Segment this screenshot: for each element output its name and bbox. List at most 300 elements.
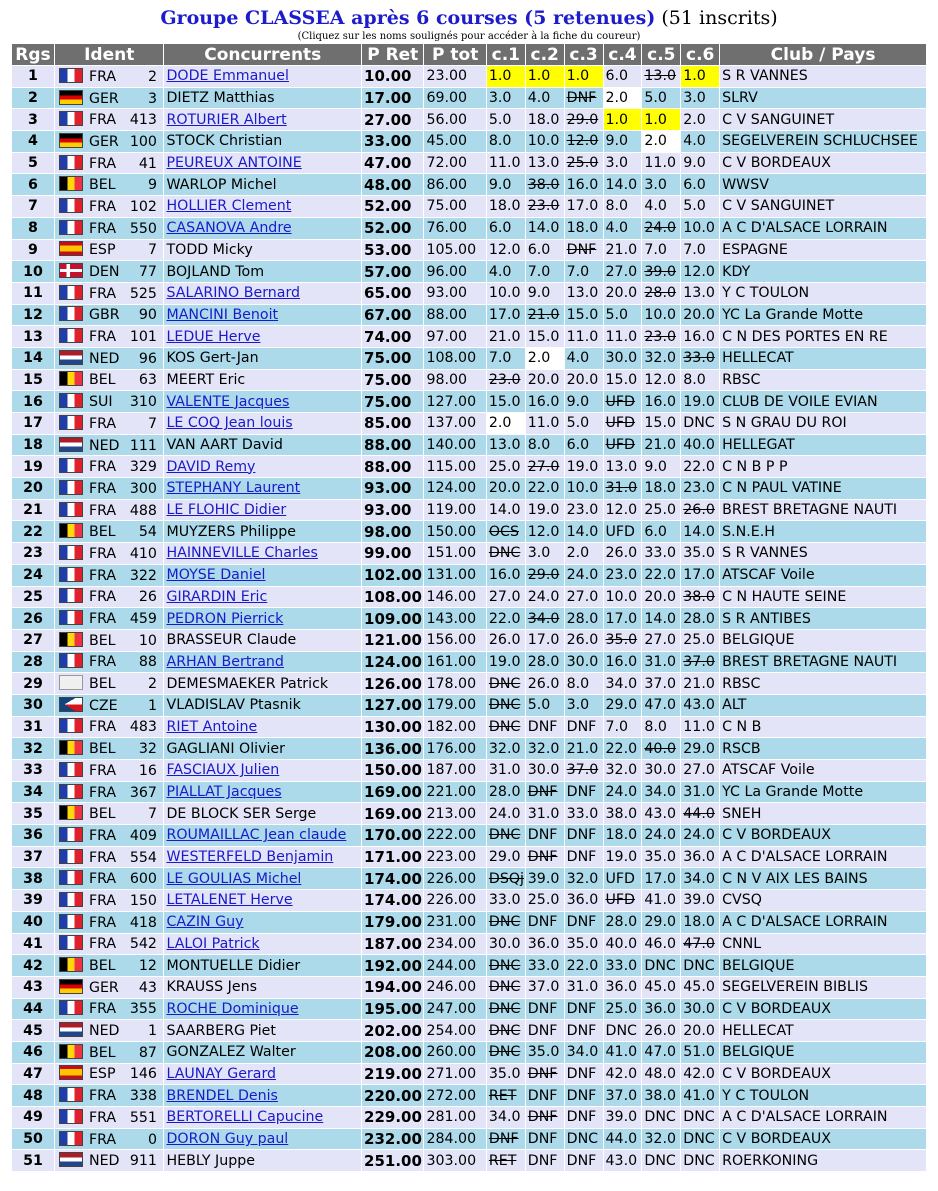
- race-3-score: DNF: [565, 782, 603, 803]
- race-3-score: 25.0: [565, 153, 603, 174]
- flag-icon: [59, 588, 83, 603]
- competitor-link[interactable]: CAZIN Guy: [166, 914, 244, 931]
- points-total: 23.00: [424, 66, 485, 87]
- table-body: [12, 66, 926, 1171]
- race-4-score: 37.0: [604, 1085, 642, 1106]
- competitor-link[interactable]: HOLLIER Clement: [166, 198, 292, 215]
- race-2-score: 2.0: [526, 348, 564, 369]
- competitor-cell: [164, 695, 361, 716]
- race-4-score: 31.0: [604, 478, 642, 499]
- rank-cell: 30: [12, 695, 54, 716]
- race-5-score: 38.0: [642, 1085, 680, 1106]
- club-cell: C N DES PORTES EN RE: [720, 326, 926, 347]
- race-4-score: 8.0: [604, 196, 642, 217]
- rank-cell: 38: [12, 868, 54, 889]
- competitor-cell: [164, 500, 361, 521]
- race-3-score: 17.0: [565, 196, 603, 217]
- table-row: [12, 1107, 926, 1128]
- nation-code: FRA: [88, 480, 117, 497]
- points-retained: 57.00: [362, 261, 423, 282]
- race-1-score: 27.0: [487, 587, 525, 608]
- race-6-score: 38.0: [681, 587, 719, 608]
- sail-number: 102: [129, 198, 157, 215]
- table-row: [12, 825, 926, 846]
- competitor-cell: [164, 435, 361, 456]
- rank-cell: 32: [12, 738, 54, 759]
- competitor-link[interactable]: ARHAN Bertrand: [166, 653, 284, 670]
- competitor-link[interactable]: PEDRON Pierrick: [166, 610, 284, 627]
- ident-cell: [55, 934, 164, 955]
- race-1-score: 34.0: [487, 1107, 525, 1128]
- nation-code: FRA: [88, 1088, 117, 1105]
- ident-cell: [55, 240, 164, 261]
- flag-icon: [59, 675, 83, 690]
- ident-cell: [55, 738, 164, 759]
- race-5-score: 24.0: [642, 218, 680, 239]
- points-total: 56.00: [424, 109, 485, 130]
- race-1-score: 30.0: [487, 934, 525, 955]
- club-cell: YC La Grande Motte: [720, 782, 926, 803]
- competitor-cell: [164, 890, 361, 911]
- sail-number: 338: [129, 1088, 157, 1105]
- sail-number: 32: [138, 741, 157, 758]
- competitor-link[interactable]: LEDUE Herve: [166, 328, 261, 345]
- points-total: 97.00: [424, 326, 485, 347]
- rank-cell: 40: [12, 912, 54, 933]
- race-4-score: 42.0: [604, 1064, 642, 1085]
- points-retained: 102.00: [364, 566, 422, 585]
- club-cell: KDY: [720, 261, 926, 282]
- rank-cell: 35: [12, 803, 54, 824]
- rank-cell: 18: [12, 435, 54, 456]
- col-header-c3: c.3: [565, 44, 603, 65]
- sail-number: 12: [138, 958, 157, 975]
- race-4-score: 25.0: [604, 999, 642, 1020]
- race-5-score: 13.0: [642, 66, 680, 87]
- race-2-score: 28.0: [526, 652, 564, 673]
- race-5-score: 9.0: [642, 456, 680, 477]
- points-retained: 74.00: [362, 326, 423, 347]
- competitor-link[interactable]: LALOI Patrick: [166, 935, 260, 952]
- race-5-score: 12.0: [642, 370, 680, 391]
- rank-cell: 29: [12, 673, 54, 694]
- points-total: 161.00: [424, 652, 485, 673]
- race-6-score: 11.0: [681, 717, 719, 738]
- points-total: 272.00: [424, 1085, 485, 1106]
- flag-icon: [59, 415, 83, 430]
- race-5-score: 47.0: [642, 1042, 680, 1063]
- sail-number: 525: [129, 285, 157, 302]
- sail-number: 150: [129, 892, 157, 909]
- race-5-score: 23.0: [642, 326, 680, 347]
- points-total: 271.00: [424, 1064, 485, 1085]
- flag-icon: [59, 176, 83, 191]
- club-cell: C N PAUL VATINE: [720, 478, 926, 499]
- points-total: 137.00: [424, 413, 485, 434]
- points-total: 244.00: [424, 955, 485, 976]
- table-row: [12, 1085, 926, 1106]
- nation-code: FRA: [88, 719, 117, 736]
- rank-cell: 10: [12, 261, 54, 282]
- club-cell: SNEH: [720, 803, 926, 824]
- nation-code: FRA: [88, 827, 117, 844]
- competitor-link[interactable]: GIRARDIN Eric: [166, 588, 268, 605]
- club-cell: RBSC: [720, 673, 926, 694]
- club-cell: ALT: [720, 695, 926, 716]
- race-5-score: 33.0: [642, 543, 680, 564]
- nation-code: FRA: [88, 871, 117, 888]
- points-retained: 67.00: [362, 305, 423, 326]
- competitor-link[interactable]: ROUMAILLAC Jean claude: [166, 827, 347, 844]
- competitor-link[interactable]: SALARINO Bernard: [166, 285, 301, 302]
- competitor-link[interactable]: BERTORELLI Capucine: [166, 1109, 324, 1126]
- points-total: 182.00: [424, 717, 485, 738]
- race-3-score: 33.0: [565, 803, 603, 824]
- sail-number: 0: [147, 1131, 157, 1148]
- ident-cell: [55, 218, 164, 239]
- competitor-link[interactable]: BRENDEL Denis: [166, 1087, 278, 1104]
- competitor-link[interactable]: HAINNEVILLE Charles: [166, 545, 318, 562]
- flag-icon: [59, 133, 83, 148]
- rank-cell: 31: [12, 717, 54, 738]
- competitor-link[interactable]: PEUREUX ANTOINE: [166, 155, 302, 172]
- race-6-score: 21.0: [681, 673, 719, 694]
- nation-code: FRA: [88, 502, 117, 519]
- table-header-row: [12, 44, 926, 65]
- points-total: 146.00: [424, 587, 485, 608]
- points-total: 96.00: [424, 261, 485, 282]
- flag-icon: [59, 892, 83, 907]
- race-6-score: 30.0: [681, 999, 719, 1020]
- race-4-score: UFD: [604, 391, 642, 412]
- club-cell: A C D'ALSACE LORRAIN: [720, 218, 926, 239]
- race-1-score: DNC: [487, 912, 525, 933]
- nation-code: FRA: [88, 784, 117, 801]
- race-6-score: 27.0: [681, 760, 719, 781]
- race-2-score: 39.0: [526, 868, 564, 889]
- race-2-score: 5.0: [526, 695, 564, 716]
- points-retained: 229.00: [364, 1108, 422, 1127]
- flag-icon: [59, 371, 83, 386]
- race-3-score: DNF: [565, 912, 603, 933]
- competitor-link[interactable]: DORON Guy paul: [166, 1131, 289, 1148]
- table-row: [12, 348, 926, 369]
- ident-cell: [55, 868, 164, 889]
- table-row: [12, 391, 926, 412]
- ident-cell: [55, 283, 164, 304]
- flag-icon: [59, 1152, 83, 1167]
- rank-cell: 9: [12, 240, 54, 261]
- competitor-name: STOCK Christian: [166, 133, 283, 150]
- competitor-cell: [164, 738, 361, 759]
- flag-icon: [59, 241, 83, 256]
- race-1-score: DNF: [487, 1129, 525, 1150]
- competitor-link[interactable]: LE FLOHIC Didier: [166, 502, 287, 519]
- ident-cell: [55, 109, 164, 130]
- race-3-score: DNF: [565, 847, 603, 868]
- rank-cell: 48: [12, 1085, 54, 1106]
- race-6-score: DNC: [681, 955, 719, 976]
- table-row: [12, 890, 926, 911]
- table-row: [12, 587, 926, 608]
- competitor-link[interactable]: MANCINI Benoit: [166, 306, 279, 323]
- race-1-score: 13.0: [487, 435, 525, 456]
- sail-number: 322: [129, 567, 157, 584]
- points-total: 231.00: [424, 912, 485, 933]
- table-row: [12, 565, 926, 586]
- rank-cell: 19: [12, 456, 54, 477]
- flag-icon: [59, 437, 83, 452]
- competitor-link[interactable]: STEPHANY Laurent: [166, 480, 301, 497]
- competitor-cell: [164, 218, 361, 239]
- table-row: [12, 999, 926, 1020]
- race-6-score: 25.0: [681, 630, 719, 651]
- competitor-link[interactable]: LE GOULIAS Michel: [166, 870, 302, 887]
- race-2-score: DNF: [526, 717, 564, 738]
- race-1-score: DNC: [487, 1020, 525, 1041]
- club-cell: S R ANTIBES: [720, 608, 926, 629]
- race-6-score: 23.0: [681, 478, 719, 499]
- competitor-link[interactable]: DODE Emmanuel: [166, 68, 289, 85]
- sail-number: 911: [129, 1153, 157, 1170]
- race-4-score: 33.0: [604, 955, 642, 976]
- points-total: 108.00: [424, 348, 485, 369]
- nation-code: FRA: [88, 329, 117, 346]
- ident-cell: [55, 1020, 164, 1041]
- club-cell: Y C TOULON: [720, 283, 926, 304]
- nation-code: GER: [88, 133, 119, 150]
- table-row: [12, 1064, 926, 1085]
- table-row: [12, 261, 926, 282]
- competitor-cell: [164, 240, 361, 261]
- points-retained: 75.00: [362, 348, 423, 369]
- race-3-score: DNF: [565, 1085, 603, 1106]
- race-4-score: 36.0: [604, 977, 642, 998]
- points-retained: 171.00: [364, 848, 422, 867]
- race-6-score: 12.0: [681, 261, 719, 282]
- race-3-score: 27.0: [565, 587, 603, 608]
- race-2-score: DNF: [526, 847, 564, 868]
- nation-code: FRA: [88, 285, 117, 302]
- race-5-score: 5.0: [642, 88, 680, 109]
- points-retained: 127.00: [364, 696, 422, 715]
- race-6-score: DNC: [681, 1150, 719, 1171]
- race-3-score: 1.0: [565, 66, 603, 87]
- competitor-cell: [164, 630, 361, 651]
- race-2-score: 34.0: [526, 608, 564, 629]
- race-4-score: 9.0: [604, 131, 642, 152]
- ident-cell: [55, 1042, 164, 1063]
- ident-cell: [55, 1107, 164, 1128]
- points-total: 226.00: [424, 868, 485, 889]
- rank-cell: 8: [12, 218, 54, 239]
- race-3-score: 5.0: [565, 413, 603, 434]
- race-1-score: 4.0: [487, 261, 525, 282]
- race-1-score: 3.0: [487, 88, 525, 109]
- ident-cell: [55, 174, 164, 195]
- race-1-score: 5.0: [487, 109, 525, 130]
- race-6-score: 29.0: [681, 738, 719, 759]
- race-3-score: 14.0: [565, 521, 603, 542]
- race-3-score: 9.0: [565, 391, 603, 412]
- race-5-score: 24.0: [642, 825, 680, 846]
- points-retained: 169.00: [364, 804, 422, 823]
- race-3-score: 16.0: [565, 174, 603, 195]
- race-3-score: DNF: [565, 240, 603, 261]
- flag-icon: [59, 523, 83, 538]
- competitor-link[interactable]: VALENTE Jacques: [166, 393, 290, 410]
- flag-icon: [59, 90, 83, 105]
- nation-code: FRA: [88, 654, 117, 671]
- nation-code: BEL: [88, 632, 116, 649]
- points-retained: 47.00: [362, 153, 423, 174]
- club-cell: BREST BRETAGNE NAUTI: [720, 652, 926, 673]
- competitor-cell: [164, 109, 361, 130]
- ident-cell: [55, 890, 164, 911]
- rank-cell: 13: [12, 326, 54, 347]
- race-4-score: UFD: [604, 435, 642, 456]
- competitor-link[interactable]: WESTERFELD Benjamin: [166, 849, 334, 866]
- competitor-name: MUYZERS Philippe: [166, 523, 296, 540]
- competitor-name: DEMESMAEKER Patrick: [166, 675, 329, 692]
- race-3-score: DNF: [565, 1107, 603, 1128]
- rank-cell: 26: [12, 608, 54, 629]
- nation-code: GBR: [88, 307, 120, 324]
- race-5-score: 20.0: [642, 587, 680, 608]
- points-retained: 251.00: [364, 1151, 422, 1170]
- club-cell: BELGIQUE: [720, 630, 926, 651]
- competitor-link[interactable]: FASCIAUX Julien: [166, 762, 280, 779]
- club-cell: C V BORDEAUX: [720, 1129, 926, 1150]
- competitor-name: DE BLOCK SER Serge: [166, 805, 317, 822]
- ident-cell: [55, 630, 164, 651]
- flag-icon: [59, 545, 83, 560]
- nation-code: FRA: [88, 936, 117, 953]
- competitor-cell: [164, 803, 361, 824]
- rank-cell: 16: [12, 391, 54, 412]
- race-2-score: 17.0: [526, 630, 564, 651]
- ident-cell: [55, 717, 164, 738]
- rank-cell: 5: [12, 153, 54, 174]
- race-6-score: 5.0: [681, 196, 719, 217]
- nation-code: FRA: [88, 567, 117, 584]
- competitor-link[interactable]: CASANOVA Andre: [166, 220, 292, 237]
- table-row: [12, 153, 926, 174]
- race-5-score: 39.0: [642, 261, 680, 282]
- instruction-note: (Cliquez sur les noms soulignés pour accéder à la fiche du coureur): [297, 31, 641, 42]
- club-cell: CVSQ: [720, 890, 926, 911]
- sail-number: 77: [138, 264, 157, 281]
- race-4-score: 5.0: [604, 305, 642, 326]
- race-5-score: 15.0: [642, 413, 680, 434]
- competitor-name: KRAUSS Jens: [166, 979, 257, 996]
- points-retained: 169.00: [364, 783, 422, 802]
- race-4-score: 13.0: [604, 456, 642, 477]
- ident-cell: [55, 1150, 164, 1171]
- competitor-cell: [164, 1064, 361, 1085]
- points-total: 281.00: [424, 1107, 485, 1128]
- nation-code: FRA: [88, 198, 117, 215]
- competitor-link[interactable]: PIALLAT Jacques: [166, 784, 282, 801]
- col-header-rgs: Rgs: [12, 44, 54, 65]
- race-3-score: DNC: [565, 1129, 603, 1150]
- race-6-score: 18.0: [681, 912, 719, 933]
- nation-code: NED: [88, 1153, 120, 1170]
- sail-number: 542: [129, 936, 157, 953]
- ident-cell: [55, 478, 164, 499]
- flag-icon: [59, 653, 83, 668]
- competitor-link[interactable]: DAVID Remy: [166, 458, 256, 475]
- race-1-score: 28.0: [487, 782, 525, 803]
- nation-code: FRA: [88, 220, 117, 237]
- race-2-score: 9.0: [526, 283, 564, 304]
- points-retained: 75.00: [362, 391, 423, 412]
- race-3-score: 36.0: [565, 890, 603, 911]
- competitor-cell: [164, 782, 361, 803]
- sail-number: 88: [138, 654, 157, 671]
- race-2-score: DNF: [526, 912, 564, 933]
- race-2-score: 14.0: [526, 218, 564, 239]
- race-5-score: 32.0: [642, 1129, 680, 1150]
- competitor-cell: [164, 1107, 361, 1128]
- race-6-score: 16.0: [681, 326, 719, 347]
- race-6-score: 20.0: [681, 305, 719, 326]
- flag-icon: [59, 610, 83, 625]
- race-3-score: 12.0: [565, 131, 603, 152]
- title-main: Groupe CLASSEA après 6 courses (5 retenues): [160, 7, 656, 29]
- competitor-cell: [164, 66, 361, 87]
- competitor-cell: [164, 825, 361, 846]
- table-row: [12, 1129, 926, 1150]
- race-3-score: 37.0: [565, 760, 603, 781]
- results-header: [0, 0, 938, 43]
- race-2-score: 4.0: [526, 88, 564, 109]
- competitor-link[interactable]: LETALENET Herve: [166, 892, 293, 909]
- race-2-score: 23.0: [526, 196, 564, 217]
- rank-cell: 49: [12, 1107, 54, 1128]
- page-title: [0, 6, 938, 30]
- race-5-score: 31.0: [642, 652, 680, 673]
- ident-cell: [55, 587, 164, 608]
- sail-number: 87: [138, 1044, 157, 1061]
- ident-cell: [55, 803, 164, 824]
- sail-number: 1: [147, 1023, 157, 1040]
- competitor-link[interactable]: MOYSE Daniel: [166, 567, 266, 584]
- points-retained: 232.00: [364, 1130, 422, 1149]
- nation-code: GER: [88, 979, 119, 996]
- points-retained: 194.00: [364, 978, 422, 997]
- competitor-link[interactable]: LE COQ Jean louis: [166, 415, 293, 432]
- race-6-score: 8.0: [681, 370, 719, 391]
- points-retained: 187.00: [364, 934, 422, 953]
- flag-icon: [59, 849, 83, 864]
- nation-code: FRA: [88, 611, 117, 628]
- competitor-link[interactable]: ROTURIER Albert: [166, 111, 287, 128]
- flag-icon: [59, 1022, 83, 1037]
- competitor-link[interactable]: ROCHE Dominique: [166, 1000, 299, 1017]
- competitor-link[interactable]: RIET Antoine: [166, 718, 258, 735]
- col-header-c4: c.4: [604, 44, 642, 65]
- table-row: [12, 88, 926, 109]
- competitor-link[interactable]: LAUNAY Gerard: [166, 1065, 277, 1082]
- points-retained: 121.00: [364, 631, 422, 650]
- competitor-cell: [164, 283, 361, 304]
- points-total: 69.00: [424, 88, 485, 109]
- nation-code: FRA: [88, 914, 117, 931]
- sail-number: 7: [147, 242, 157, 259]
- race-5-score: 14.0: [642, 608, 680, 629]
- points-retained: 179.00: [364, 913, 422, 932]
